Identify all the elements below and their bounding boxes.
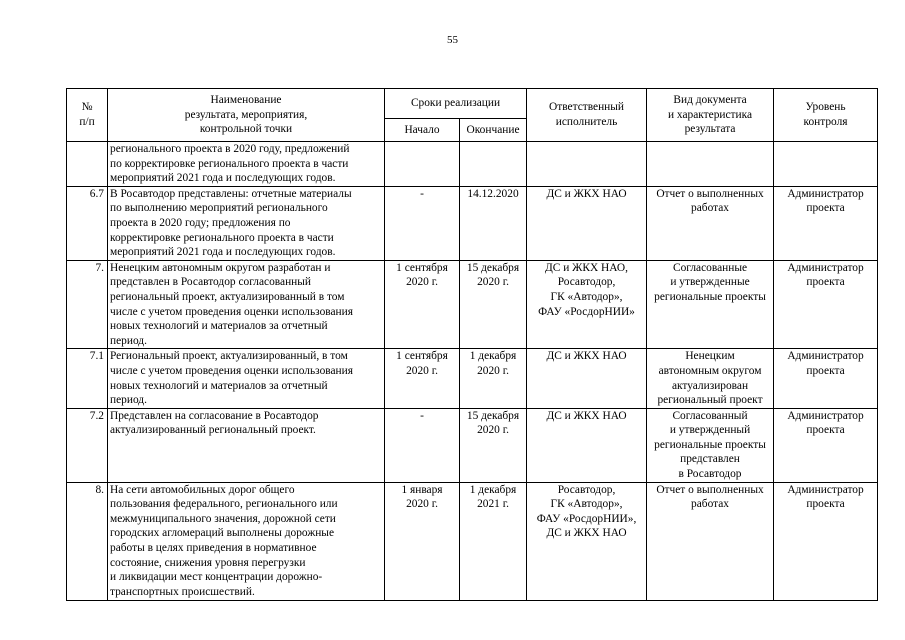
cell-name <box>108 260 385 349</box>
cell-control <box>774 482 878 600</box>
cell-line: Согласованный <box>672 409 748 422</box>
cell-line: числе с учетом проведения оценки использования <box>110 364 353 377</box>
cell-line: - <box>420 409 424 422</box>
table-row <box>67 186 878 260</box>
cell-name <box>108 349 385 408</box>
cell-line: 2020 г. <box>477 364 509 377</box>
cell-control <box>774 349 878 408</box>
cell-line: мероприятий 2021 года и последующих годов. <box>110 172 336 185</box>
cell-line: ДС и ЖКХ НАО, <box>545 261 629 274</box>
cell-line: ГК «Автодор», <box>550 290 623 303</box>
cell-line: 2020 г. <box>477 276 509 289</box>
cell-line: На сети автомобильных дорог общего <box>110 483 295 496</box>
cell-responsible <box>527 142 647 187</box>
cell-line: ГК «Автодор», <box>550 498 623 511</box>
cell-responsible <box>527 482 647 600</box>
cell-line: ФАУ «РосдорНИИ», <box>536 512 637 525</box>
cell-line: работы в целях приведения в нормативное <box>110 542 317 555</box>
cell-line: представлен в Росавтодор согласованный <box>110 276 312 289</box>
cell-line: 2020 г. <box>406 276 438 289</box>
cell-line: Администратор <box>787 483 864 496</box>
cell-start <box>385 408 460 482</box>
cell-line: проекта <box>806 364 845 377</box>
cell-line: 2020 г. <box>477 424 509 437</box>
cell-line: период. <box>110 394 147 407</box>
cell-line: региональные проекты <box>654 290 766 303</box>
header-num: № п/п <box>67 89 108 142</box>
cell-line: работах <box>691 202 729 215</box>
cell-line: проекта <box>806 424 845 437</box>
cell-line: по выполнению мероприятий регионального <box>110 202 328 215</box>
cell-line: актуализирован <box>671 379 749 392</box>
cell-line: по корректировке регионального проекта в части <box>110 157 349 170</box>
cell-responsible <box>527 186 647 260</box>
cell-doc <box>647 186 774 260</box>
cell-line: представлен <box>680 453 740 466</box>
cell-end <box>460 142 527 187</box>
cell-line: пользования федерального, регионального или <box>110 498 338 511</box>
header-terms: Сроки реализации <box>385 89 527 119</box>
cell-line: 15 декабря <box>466 409 520 422</box>
cell-num: 8. <box>67 482 108 600</box>
cell-control <box>774 260 878 349</box>
cell-line: 2020 г. <box>406 364 438 377</box>
cell-line: и утвержденные <box>670 276 750 289</box>
cell-line: Администратор <box>787 187 864 200</box>
cell-end <box>460 408 527 482</box>
cell-line: ДС и ЖКХ НАО <box>546 527 627 540</box>
cell-line: 2020 г. <box>406 498 438 511</box>
cell-line: Администратор <box>787 350 864 363</box>
cell-line: ДС и ЖКХ НАО <box>546 350 627 363</box>
cell-line: и ликвидации мест концентрации дорожно- <box>110 571 323 584</box>
cell-line: 1 декабря <box>469 483 517 496</box>
table-body <box>67 142 878 601</box>
cell-num: 7.2 <box>67 408 108 482</box>
header-name: Наименование результата, мероприятия, контрольной точки <box>108 89 385 142</box>
cell-line: Ненецким <box>685 350 735 363</box>
cell-name <box>108 186 385 260</box>
cell-start <box>385 260 460 349</box>
cell-line: Администратор <box>787 261 864 274</box>
table-row <box>67 349 878 408</box>
cell-num: 7. <box>67 260 108 349</box>
cell-num <box>67 142 108 187</box>
cell-line: региональный проект, актуализированный в том <box>110 290 345 303</box>
cell-line: ФАУ «РосдорНИИ» <box>538 305 635 318</box>
cell-line: 15 декабря <box>466 261 520 274</box>
cell-line: и утвержденный <box>669 424 751 437</box>
cell-line: Отчет о выполненных <box>656 187 764 200</box>
cell-control <box>774 408 878 482</box>
cell-end <box>460 186 527 260</box>
cell-line: проекта в 2020 году; предложения по <box>110 216 291 229</box>
header-end: Окончание <box>460 119 527 142</box>
cell-line: ДС и ЖКХ НАО <box>546 187 627 200</box>
cell-start <box>385 142 460 187</box>
cell-line: - <box>420 187 424 200</box>
cell-line: состояние, снижения уровня перегрузки <box>110 556 306 569</box>
header-responsible: Ответственный исполнитель <box>527 89 647 142</box>
cell-line: автономным округом <box>658 364 762 377</box>
cell-name <box>108 482 385 600</box>
cell-line: региональные проекты <box>654 438 766 451</box>
cell-line: городских агломераций выполнены дорожные <box>110 527 335 540</box>
cell-line: числе с учетом проведения оценки использования <box>110 305 353 318</box>
cell-line: Региональный проект, актуализированный, в том <box>110 350 348 363</box>
table-header <box>67 89 878 142</box>
cell-control <box>774 142 878 187</box>
cell-doc <box>647 408 774 482</box>
cell-num: 6.7 <box>67 186 108 260</box>
cell-doc <box>647 482 774 600</box>
cell-end <box>460 349 527 408</box>
cell-end <box>460 482 527 600</box>
cell-doc <box>647 349 774 408</box>
cell-line: 2021 г. <box>477 498 509 511</box>
table-row <box>67 408 878 482</box>
table-row <box>67 142 878 187</box>
cell-line: В Росавтодор представлены: отчетные материалы <box>110 187 352 200</box>
cell-line: Отчет о выполненных <box>656 483 764 496</box>
cell-line: новых технологий и материалов за отчетный <box>110 320 328 333</box>
cell-line: 1 декабря <box>469 350 517 363</box>
cell-num: 7.1 <box>67 349 108 408</box>
cell-end <box>460 260 527 349</box>
cell-start <box>385 186 460 260</box>
table-row <box>67 260 878 349</box>
cell-doc <box>647 142 774 187</box>
cell-control <box>774 186 878 260</box>
cell-line: корректировке регионального проекта в части <box>110 231 334 244</box>
cell-start <box>385 482 460 600</box>
cell-line: проекта <box>806 276 845 289</box>
cell-name <box>108 142 385 187</box>
cell-line: проекта <box>806 498 845 511</box>
cell-line: 1 января <box>401 483 443 496</box>
page-number: 55 <box>447 34 458 46</box>
cell-line: Росавтодор, <box>557 276 616 289</box>
table-row <box>67 482 878 600</box>
cell-line: работах <box>691 498 729 511</box>
header-control: Уровень контроля <box>774 89 878 142</box>
cell-line: ДС и ЖКХ НАО <box>546 409 627 422</box>
cell-line: Представлен на согласование в Росавтодор <box>110 409 319 422</box>
cell-start <box>385 349 460 408</box>
plan-table <box>66 88 878 601</box>
cell-responsible <box>527 260 647 349</box>
header-doc-type: Вид документа и характеристика результата <box>647 89 774 142</box>
cell-line: проекта <box>806 202 845 215</box>
cell-line: транспортных происшествий. <box>110 585 255 598</box>
cell-line: Администратор <box>787 409 864 422</box>
cell-line: 1 сентября <box>396 261 448 274</box>
cell-line: актуализированный региональный проект. <box>110 424 316 437</box>
cell-name <box>108 408 385 482</box>
cell-line: Согласованные <box>672 261 748 274</box>
cell-line: 1 сентября <box>396 350 448 363</box>
cell-responsible <box>527 349 647 408</box>
cell-line: период. <box>110 334 147 347</box>
cell-line: региональный проект <box>657 394 763 407</box>
cell-line: мероприятий 2021 года и последующих годов. <box>110 246 336 259</box>
cell-line: новых технологий и материалов за отчетный <box>110 379 328 392</box>
cell-line: межмуниципального значения, дорожной сети <box>110 512 336 525</box>
cell-line: 14.12.2020 <box>467 187 519 200</box>
cell-doc <box>647 260 774 349</box>
cell-line: регионального проекта в 2020 году, предложений <box>110 143 350 155</box>
cell-line: Ненецким автономным округом разработан и <box>110 261 331 274</box>
cell-line: в Росавтодор <box>678 468 742 481</box>
header-start: Начало <box>385 119 460 142</box>
cell-responsible <box>527 408 647 482</box>
cell-line: Росавтодор, <box>557 483 616 496</box>
